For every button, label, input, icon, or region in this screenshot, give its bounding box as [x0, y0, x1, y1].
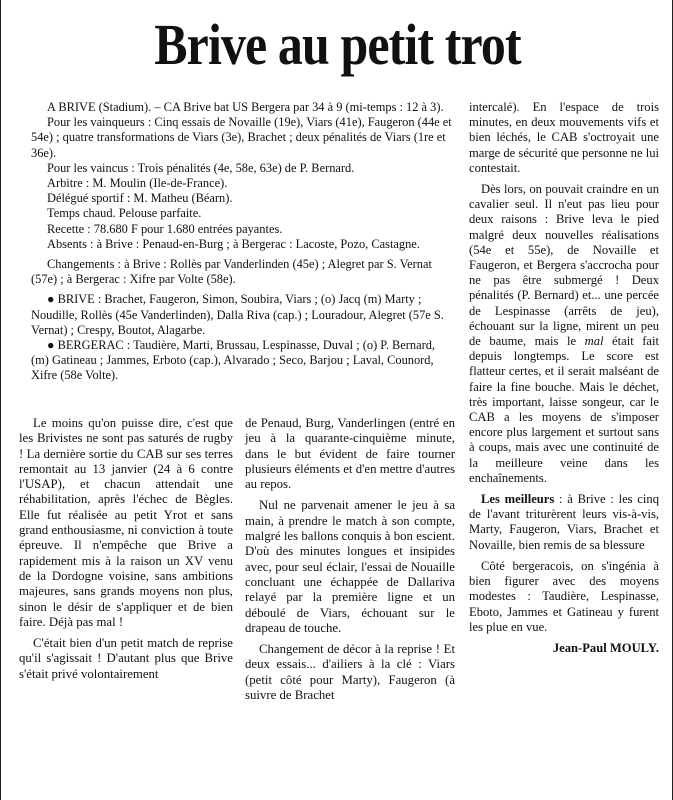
col3-paragraph-2: Dès lors, on pouvait craindre en un cavalier seul. Il n'eut pas lieu pour deux raisons : Brive leva le pied malgré deux nouvelles réalisations (54e et 55e), de Novaille et Faugeron, et Bergera s'accrocha pour ne pas être submergé ! Deux pénalités (P. Bernard) et... une percée de Lespinasse (arrêts de jeu), échouant sur la ligne, mirent un peu de baume, mais le mal était fait depuis longtemps. Le score est flatteur certes, et il serait malséant de faire la fine bouche. Mais le déchet, très important, laisse songeur, car le CAB a les moyens de s'imposer encore plus largement et surtout sans à coups, mais avec une continuité de la meilleure veine dans les enchaînements. [469, 182, 659, 485]
byline: Jean-Paul MOULY. [552, 640, 659, 655]
brive-lineup: ● BRIVE : Brachet, Faugeron, Simon, Soubira, Viars ; (o) Jacq (m) Marty ; Noudille, Rollès (45e Vanderlinden), Dalla Riva (cap.) ; Louradour, Alegret (57e S. Vernat) ; Crespy, Boutot, Alagarbe. [31, 292, 444, 337]
weather: Temps chaud. Pelouse parfaite. [47, 206, 202, 221]
gate-receipts: Recette : 78.680 F pour 1.680 entrées payantes. [47, 221, 283, 236]
col1-paragraph-2: C'était bien d'un petit match de reprise qu'il s'agissait ! D'autant plus que Brive s'était privé volontairement [19, 636, 233, 681]
substitutions: Changements : à Brive : Rollès par Vanderlinden (45e) ; Alegret par S. Vernat (57e) ; à Bergerac : Xifre par Volte (58e). [31, 257, 432, 287]
col1-paragraph-1: Le moins qu'on puisse dire, c'est que les Brivistes ne sont pas saturés de rugby ! La dernière sortie du CAB sur ses terres remontait au 13 janvier (24 à 6 contre l'USAP), et chacun attendait une réhabilitation, après l'échec de Bègles. Elle fut réalisée au petit Yrot et sans grand enthousiasme, ni conviction à toute épreuve. Il n'empêche que Brive a rapidement mis à la raison un XV venu de la Dordogne voisine, sans ambitions majeures, sans grands moyens non plus, sinon le désir de s'appliquer et de bien faire. Déjà pas mal ! [19, 416, 233, 629]
article-column-2 [245, 416, 455, 703]
referee: Arbitre : M. Moulin (Ile-de-France). [47, 176, 228, 191]
match-result: A BRIVE (Stadium). – CA Brive bat US Bergera par 34 à 9 (mi-temps : 12 à 3). [47, 100, 444, 114]
col3-paragraph-4: Côté bergeracois, on s'ingénia à bien figurer avec des moyens modestes : Taudière, Lespinasse, Eboto, Jammes et Gatineau y furent les plue en vue. [469, 558, 659, 634]
bergerac-lineup: ● BERGERAC : Taudière, Marti, Brussau, Lespinasse, Duval ; (o) P. Bernard, (m) Gatineau ; Jammes, Erboto (cap.), Alvarado ; Seco, Barjou ; Laval, Counord, Xifre (58e Volte). [31, 338, 436, 383]
article-column-3 [469, 100, 659, 656]
col2-paragraph-3: Changement de décor à la reprise ! Et deux essais... d'ailiers à la clé : Viars (petit côté pour Marty), Faugeron (à suivre de Brachet [245, 642, 455, 703]
match-summary [31, 100, 455, 384]
article-column-1 [19, 416, 233, 682]
headline: Brive au petit trot [154, 12, 521, 77]
italic-word: mal [584, 334, 604, 349]
col3-paragraph-1: intercalé). En l'espace de trois minutes, en deux mouvements vifs et bien léchés, le CAB s'octroyait une marge de sécurité que personne ne lui contestait. [469, 100, 660, 175]
best-players-label: Les meilleurs [481, 492, 555, 507]
delegate: Délégué sportif : M. Matheu (Béarn). [47, 191, 233, 206]
losers-scoring: Pour les vaincus : Trois pénalités (4e, 58e, 63e) de P. Bernard. [47, 160, 355, 175]
best-players: Les meilleurs : à Brive : les cinq de l'avant triturèrent leurs vis-à-vis, Marty, Faugeron, Viars, Brachet et Novaille, bien remis de sa blessure [469, 492, 659, 552]
col2-paragraph-2: Nul ne parvenait amener le jeu à sa main, à prendre le match à son compte, malgré les ballons conquis à bon escient. D'où des minutes longues et insipides avec, pour seul éclair, l'essai de Nouaille concluant une échappée de Dallariva relayé par la première ligne et un déboulé de Viars, échouant sur le drapeau de touche. [245, 498, 455, 635]
absentees: Absents : à Brive : Penaud-en-Burg ; à Bergerac : Lacoste, Pozo, Castagne. [47, 236, 420, 251]
winners-scoring: Pour les vainqueurs : Cinq essais de Novaille (19e), Viars (41e), Faugeron (44e et 54e) ; quatre transformations de Viars (3e), Brachet ; deux pénalités de Viars (1re et 36e). [31, 115, 452, 160]
col2-paragraph-1: de Penaud, Burg, Vanderlingen (entré en jeu à la quarante-cinquième minute, dans le but évident de faire tourner plusieurs éléments et d'en mettre d'autres au repos. [245, 416, 455, 492]
